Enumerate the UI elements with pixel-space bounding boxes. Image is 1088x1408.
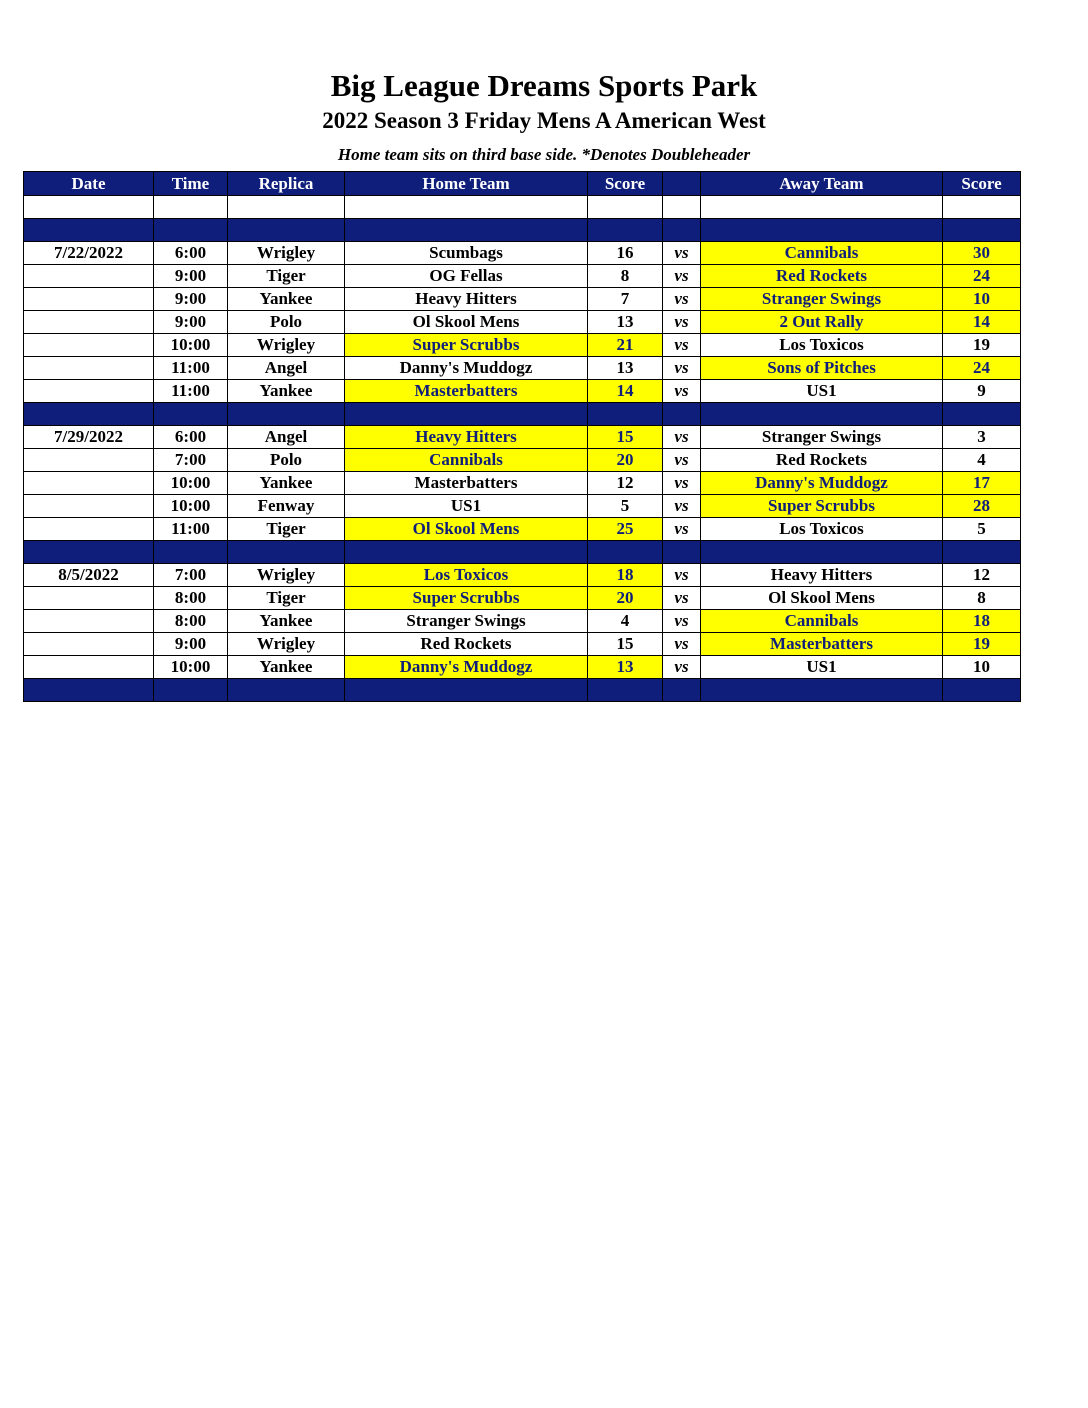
spacer-cell (943, 219, 1021, 242)
home-team-cell: Danny's Muddogz (345, 357, 588, 380)
away-score-cell: 3 (943, 426, 1021, 449)
away-team-cell: Masterbatters (701, 633, 943, 656)
away-score-cell: 18 (943, 610, 1021, 633)
away-score-cell: 10 (943, 288, 1021, 311)
away-score-cell: 28 (943, 495, 1021, 518)
replica-cell: Tiger (228, 518, 345, 541)
spacer-cell (24, 219, 154, 242)
spacer-cell (701, 541, 943, 564)
page-note: Home team sits on third base side. *Denotes Doubleheader (337, 145, 751, 164)
spacer-cell (228, 196, 345, 219)
away-score-cell: 14 (943, 311, 1021, 334)
away-team-cell: Cannibals (701, 610, 943, 633)
date-cell (24, 610, 154, 633)
spacer-cell (24, 196, 154, 219)
home-team-cell: Los Toxicos (345, 564, 588, 587)
time-cell: 11:00 (154, 357, 228, 380)
blank-row (24, 196, 1021, 219)
home-score-cell: 12 (588, 472, 663, 495)
game-row (24, 633, 1021, 656)
time-cell: 10:00 (154, 472, 228, 495)
spacer-cell (663, 219, 701, 242)
date-cell (24, 587, 154, 610)
time-cell: 6:00 (154, 242, 228, 265)
home-score-cell: 4 (588, 610, 663, 633)
spacer-cell (943, 679, 1021, 702)
spacer-cell (345, 679, 588, 702)
spacer-cell (588, 679, 663, 702)
spacer-cell (154, 219, 228, 242)
away-team-cell: Super Scrubbs (701, 495, 943, 518)
away-score-cell: 12 (943, 564, 1021, 587)
replica-cell: Polo (228, 449, 345, 472)
replica-cell: Yankee (228, 288, 345, 311)
away-team-cell: US1 (701, 380, 943, 403)
replica-cell: Tiger (228, 265, 345, 288)
spacer-cell (943, 541, 1021, 564)
replica-cell: Fenway (228, 495, 345, 518)
vs-cell: vs (663, 587, 701, 610)
home-team-cell: Stranger Swings (345, 610, 588, 633)
vs-cell: vs (663, 265, 701, 288)
home-team-cell: Ol Skool Mens (345, 518, 588, 541)
time-cell: 6:00 (154, 426, 228, 449)
away-score-cell: 4 (943, 449, 1021, 472)
home-score-cell: 13 (588, 656, 663, 679)
date-cell (24, 265, 154, 288)
home-score-cell: 18 (588, 564, 663, 587)
away-score-cell: 19 (943, 334, 1021, 357)
week-separator-row (24, 541, 1021, 564)
date-cell (24, 633, 154, 656)
spacer-cell (588, 541, 663, 564)
game-row (24, 311, 1021, 334)
away-team-cell: 2 Out Rally (701, 311, 943, 334)
home-team-cell: Red Rockets (345, 633, 588, 656)
away-score-cell: 8 (943, 587, 1021, 610)
game-row (24, 334, 1021, 357)
column-header-away-team: Away Team (701, 172, 943, 196)
game-row (24, 426, 1021, 449)
column-header-vs (663, 172, 701, 196)
spacer-cell (943, 403, 1021, 426)
away-team-cell: US1 (701, 656, 943, 679)
spacer-cell (345, 541, 588, 564)
column-header-time: Time (154, 172, 228, 196)
spacer-cell (663, 403, 701, 426)
time-cell: 7:00 (154, 564, 228, 587)
date-cell (24, 334, 154, 357)
date-cell: 7/22/2022 (24, 242, 154, 265)
vs-cell: vs (663, 288, 701, 311)
date-cell (24, 656, 154, 679)
replica-cell: Tiger (228, 587, 345, 610)
date-cell (24, 495, 154, 518)
spacer-cell (345, 196, 588, 219)
spacer-cell (701, 679, 943, 702)
spacer-cell (588, 403, 663, 426)
date-cell (24, 472, 154, 495)
home-score-cell: 13 (588, 357, 663, 380)
home-score-cell: 13 (588, 311, 663, 334)
spacer-cell (24, 679, 154, 702)
spacer-cell (228, 679, 345, 702)
home-score-cell: 20 (588, 449, 663, 472)
game-row (24, 449, 1021, 472)
away-team-cell: Cannibals (701, 242, 943, 265)
home-team-cell: Danny's Muddogz (345, 656, 588, 679)
replica-cell: Wrigley (228, 334, 345, 357)
game-row (24, 472, 1021, 495)
away-score-cell: 10 (943, 656, 1021, 679)
vs-cell: vs (663, 472, 701, 495)
week-separator-row (24, 679, 1021, 702)
week-separator-row (24, 403, 1021, 426)
away-score-cell: 24 (943, 357, 1021, 380)
replica-cell: Yankee (228, 610, 345, 633)
replica-cell: Angel (228, 357, 345, 380)
vs-cell: vs (663, 518, 701, 541)
game-row (24, 357, 1021, 380)
time-cell: 8:00 (154, 610, 228, 633)
page-subtitle: 2022 Season 3 Friday Mens A American West (322, 108, 766, 133)
vs-cell: vs (663, 633, 701, 656)
vs-cell: vs (663, 380, 701, 403)
away-team-cell: Red Rockets (701, 449, 943, 472)
column-header-home-team: Home Team (345, 172, 588, 196)
spacer-cell (154, 403, 228, 426)
game-row (24, 564, 1021, 587)
away-team-cell: Stranger Swings (701, 426, 943, 449)
away-score-cell: 30 (943, 242, 1021, 265)
date-cell (24, 288, 154, 311)
home-team-cell: Masterbatters (345, 472, 588, 495)
game-row (24, 610, 1021, 633)
time-cell: 10:00 (154, 334, 228, 357)
home-score-cell: 5 (588, 495, 663, 518)
away-team-cell: Heavy Hitters (701, 564, 943, 587)
game-row (24, 265, 1021, 288)
home-team-cell: US1 (345, 495, 588, 518)
time-cell: 7:00 (154, 449, 228, 472)
spacer-cell (154, 196, 228, 219)
column-header-date: Date (24, 172, 154, 196)
time-cell: 9:00 (154, 633, 228, 656)
spacer-cell (943, 196, 1021, 219)
schedule-body (24, 196, 1021, 702)
vs-cell: vs (663, 426, 701, 449)
spacer-cell (24, 541, 154, 564)
vs-cell: vs (663, 242, 701, 265)
vs-cell: vs (663, 449, 701, 472)
time-cell: 10:00 (154, 495, 228, 518)
home-team-cell: Super Scrubbs (345, 334, 588, 357)
game-row (24, 518, 1021, 541)
home-score-cell: 14 (588, 380, 663, 403)
game-row (24, 242, 1021, 265)
spacer-cell (228, 541, 345, 564)
home-team-cell: Heavy Hitters (345, 426, 588, 449)
away-team-cell: Sons of Pitches (701, 357, 943, 380)
home-team-cell: Cannibals (345, 449, 588, 472)
date-cell (24, 518, 154, 541)
spacer-cell (154, 679, 228, 702)
home-score-cell: 25 (588, 518, 663, 541)
game-row (24, 288, 1021, 311)
spacer-cell (663, 541, 701, 564)
away-score-cell: 24 (943, 265, 1021, 288)
home-team-cell: Scumbags (345, 242, 588, 265)
date-cell (24, 311, 154, 334)
spacer-cell (663, 196, 701, 219)
home-score-cell: 21 (588, 334, 663, 357)
date-cell (24, 449, 154, 472)
date-cell: 7/29/2022 (24, 426, 154, 449)
spacer-cell (701, 219, 943, 242)
vs-cell: vs (663, 495, 701, 518)
schedule-table (23, 171, 1021, 702)
away-team-cell: Stranger Swings (701, 288, 943, 311)
week-separator-row (24, 219, 1021, 242)
replica-cell: Polo (228, 311, 345, 334)
away-score-cell: 17 (943, 472, 1021, 495)
time-cell: 11:00 (154, 518, 228, 541)
game-row (24, 587, 1021, 610)
column-header-replica: Replica (228, 172, 345, 196)
column-header-home-score: Score (588, 172, 663, 196)
spacer-cell (701, 403, 943, 426)
table-header-row (24, 172, 1021, 196)
replica-cell: Yankee (228, 472, 345, 495)
home-score-cell: 20 (588, 587, 663, 610)
spacer-cell (228, 403, 345, 426)
spacer-cell (663, 679, 701, 702)
vs-cell: vs (663, 656, 701, 679)
time-cell: 9:00 (154, 311, 228, 334)
home-team-cell: Ol Skool Mens (345, 311, 588, 334)
vs-cell: vs (663, 334, 701, 357)
vs-cell: vs (663, 610, 701, 633)
home-team-cell: Heavy Hitters (345, 288, 588, 311)
time-cell: 9:00 (154, 288, 228, 311)
time-cell: 10:00 (154, 656, 228, 679)
home-score-cell: 8 (588, 265, 663, 288)
time-cell: 11:00 (154, 380, 228, 403)
date-cell: 8/5/2022 (24, 564, 154, 587)
spacer-cell (345, 403, 588, 426)
game-row (24, 656, 1021, 679)
page-title: Big League Dreams Sports Park (330, 68, 758, 103)
spacer-cell (228, 219, 345, 242)
replica-cell: Wrigley (228, 633, 345, 656)
vs-cell: vs (663, 311, 701, 334)
spacer-cell (588, 196, 663, 219)
away-team-cell: Ol Skool Mens (701, 587, 943, 610)
date-cell (24, 357, 154, 380)
home-score-cell: 16 (588, 242, 663, 265)
game-row (24, 380, 1021, 403)
away-score-cell: 5 (943, 518, 1021, 541)
home-score-cell: 7 (588, 288, 663, 311)
spacer-cell (154, 541, 228, 564)
spacer-cell (588, 219, 663, 242)
home-score-cell: 15 (588, 633, 663, 656)
home-team-cell: Masterbatters (345, 380, 588, 403)
vs-cell: vs (663, 564, 701, 587)
away-score-cell: 9 (943, 380, 1021, 403)
spacer-cell (345, 219, 588, 242)
home-score-cell: 15 (588, 426, 663, 449)
away-score-cell: 19 (943, 633, 1021, 656)
away-team-cell: Red Rockets (701, 265, 943, 288)
spacer-cell (701, 196, 943, 219)
date-cell (24, 380, 154, 403)
replica-cell: Yankee (228, 656, 345, 679)
column-header-away-score: Score (943, 172, 1021, 196)
away-team-cell: Los Toxicos (701, 334, 943, 357)
replica-cell: Angel (228, 426, 345, 449)
replica-cell: Wrigley (228, 242, 345, 265)
home-team-cell: OG Fellas (345, 265, 588, 288)
away-team-cell: Danny's Muddogz (701, 472, 943, 495)
time-cell: 9:00 (154, 265, 228, 288)
game-row (24, 495, 1021, 518)
replica-cell: Wrigley (228, 564, 345, 587)
replica-cell: Yankee (228, 380, 345, 403)
time-cell: 8:00 (154, 587, 228, 610)
spacer-cell (24, 403, 154, 426)
away-team-cell: Los Toxicos (701, 518, 943, 541)
home-team-cell: Super Scrubbs (345, 587, 588, 610)
vs-cell: vs (663, 357, 701, 380)
